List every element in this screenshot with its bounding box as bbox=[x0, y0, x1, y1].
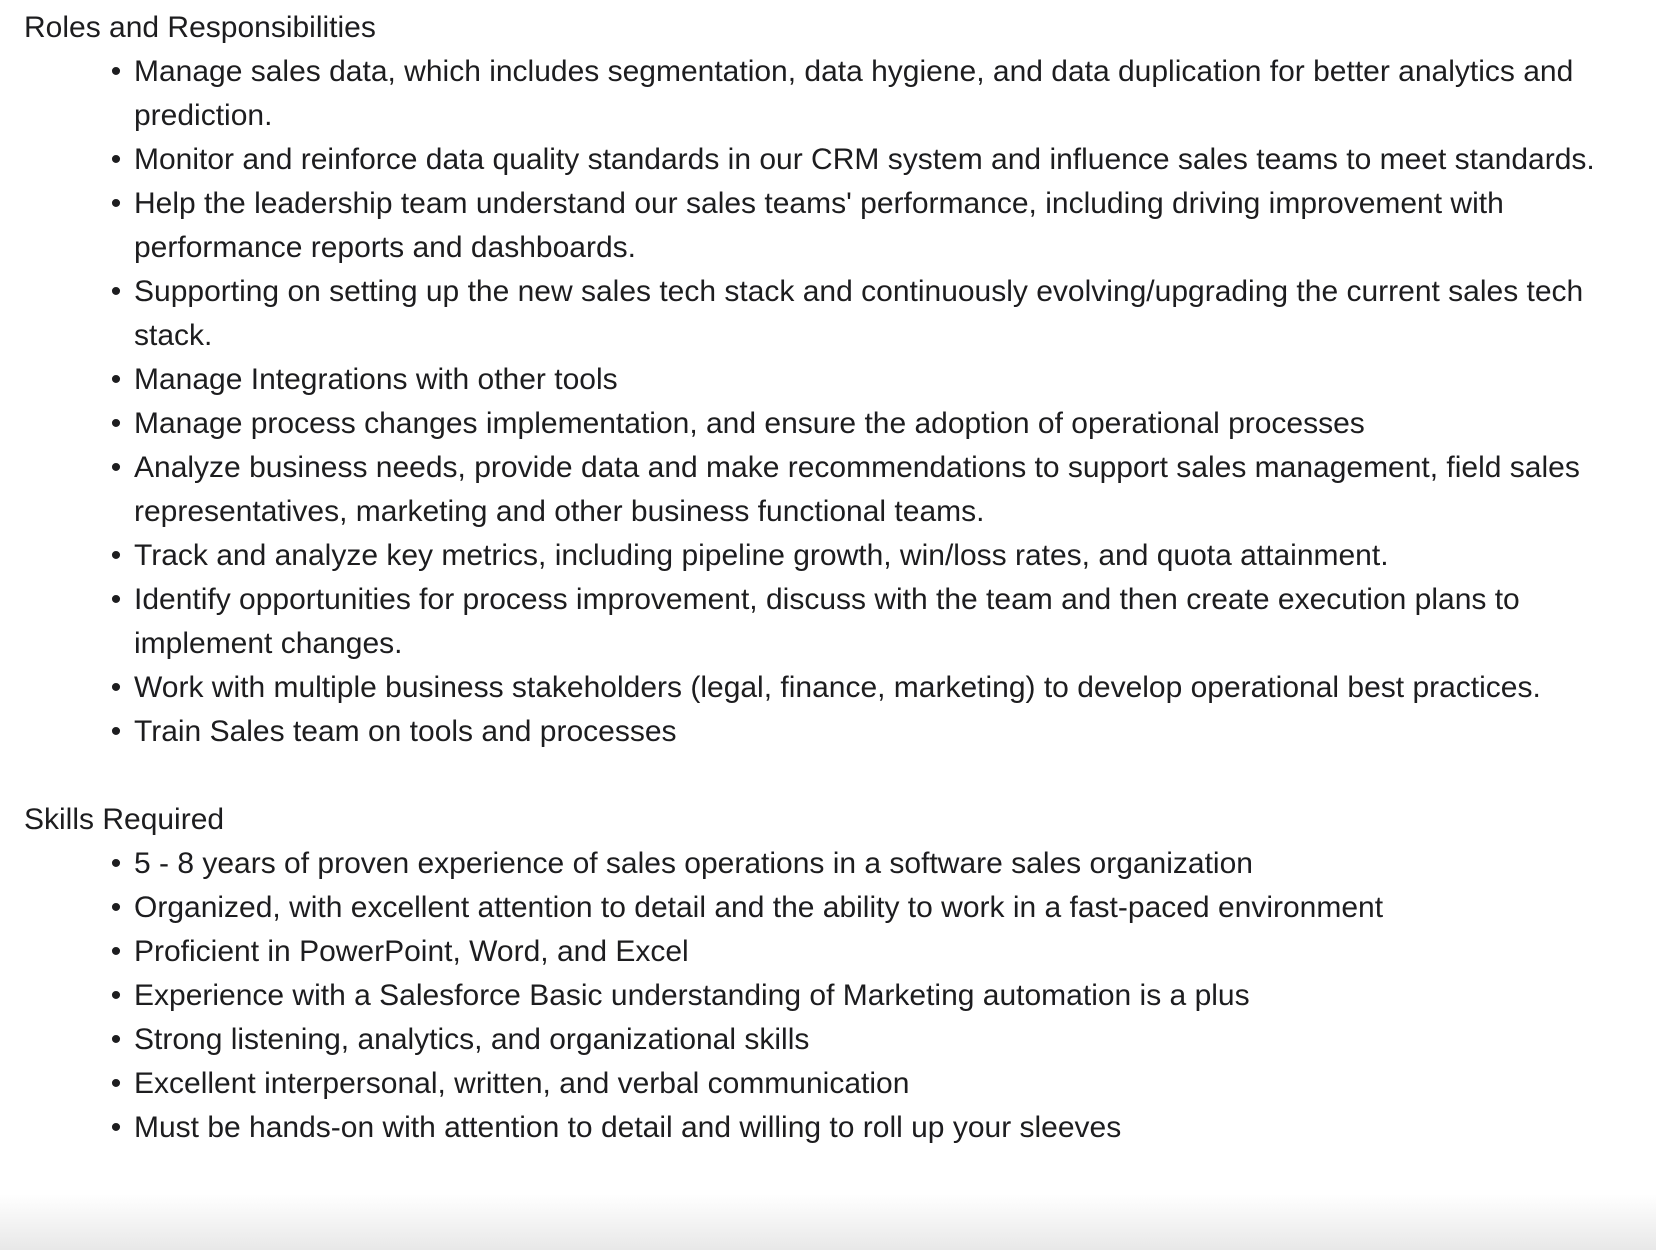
list-item bbox=[110, 402, 1644, 446]
list-item bbox=[110, 138, 1644, 182]
list-item bbox=[110, 974, 1644, 1018]
list-item-text: Analyze business needs, provide data and make recommendations to support sales management, field sales representatives, marketing and other business functional teams. bbox=[134, 451, 1580, 528]
list-item bbox=[110, 270, 1644, 358]
list-item-text: Identify opportunities for process improvement, discuss with the team and then create execution plans to implement changes. bbox=[134, 583, 1520, 660]
list-item bbox=[110, 1018, 1644, 1062]
list-item-text: Strong listening, analytics, and organizational skills bbox=[134, 1023, 810, 1056]
bullet-icon: • bbox=[110, 451, 122, 484]
bullet-icon: • bbox=[110, 539, 122, 572]
bullet-icon: • bbox=[110, 1067, 122, 1100]
section-spacer bbox=[24, 754, 1644, 798]
bullet-icon: • bbox=[110, 55, 122, 88]
bullet-icon: • bbox=[110, 143, 122, 176]
list-item-text: 5 - 8 years of proven experience of sales operations in a software sales organization bbox=[134, 847, 1253, 880]
list-item bbox=[110, 534, 1644, 578]
list-item bbox=[110, 842, 1644, 886]
list-item bbox=[110, 1062, 1644, 1106]
list-item bbox=[110, 710, 1644, 754]
bullet-icon: • bbox=[110, 363, 122, 396]
list-item bbox=[110, 930, 1644, 974]
list-item-text: Experience with a Salesforce Basic understanding of Marketing automation is a plus bbox=[134, 979, 1250, 1012]
roles-heading: Roles and Responsibilities bbox=[24, 11, 376, 44]
bullet-icon: • bbox=[110, 275, 122, 308]
list-item bbox=[110, 50, 1644, 138]
bullet-icon: • bbox=[110, 583, 122, 616]
list-item-text: Manage process changes implementation, and ensure the adoption of operational processes bbox=[134, 407, 1365, 440]
list-item-text: Organized, with excellent attention to detail and the ability to work in a fast-paced environment bbox=[134, 891, 1384, 924]
bullet-icon: • bbox=[110, 891, 122, 924]
roles-list bbox=[24, 50, 1644, 754]
list-item-text: Help the leadership team understand our sales teams' performance, including driving improvement with performance reports and dashboards. bbox=[134, 187, 1504, 264]
bullet-icon: • bbox=[110, 979, 122, 1012]
list-item bbox=[110, 578, 1644, 666]
list-item bbox=[110, 666, 1644, 710]
list-item bbox=[110, 358, 1644, 402]
bullet-icon: • bbox=[110, 407, 122, 440]
list-item bbox=[110, 886, 1644, 930]
list-item-text: Proficient in PowerPoint, Word, and Excel bbox=[134, 935, 689, 968]
list-item-text: Supporting on setting up the new sales tech stack and continuously evolving/upgrading the current sales tech stack. bbox=[134, 275, 1584, 352]
bottom-shadow bbox=[0, 1194, 1656, 1250]
list-item-text: Train Sales team on tools and processes bbox=[134, 715, 677, 748]
bullet-icon: • bbox=[110, 935, 122, 968]
skills-heading: Skills Required bbox=[24, 803, 225, 836]
job-description bbox=[24, 6, 1644, 1150]
list-item bbox=[110, 446, 1644, 534]
bullet-icon: • bbox=[110, 187, 122, 220]
bullet-icon: • bbox=[110, 671, 122, 704]
list-item-text: Manage sales data, which includes segmentation, data hygiene, and data duplication for better analytics and prediction. bbox=[134, 55, 1574, 132]
list-item bbox=[110, 1106, 1644, 1150]
list-item bbox=[110, 182, 1644, 270]
list-item-text: Excellent interpersonal, written, and verbal communication bbox=[134, 1067, 910, 1100]
list-item-text: Must be hands-on with attention to detail and willing to roll up your sleeves bbox=[134, 1111, 1122, 1144]
skills-list bbox=[24, 842, 1644, 1150]
list-item-text: Monitor and reinforce data quality standards in our CRM system and influence sales teams to meet standards. bbox=[134, 143, 1595, 176]
list-item-text: Work with multiple business stakeholders (legal, finance, marketing) to develop operational best practices. bbox=[134, 671, 1541, 704]
bullet-icon: • bbox=[110, 715, 122, 748]
bullet-icon: • bbox=[110, 1023, 122, 1056]
list-item-text: Track and analyze key metrics, including pipeline growth, win/loss rates, and quota attainment. bbox=[134, 539, 1389, 572]
bullet-icon: • bbox=[110, 1111, 122, 1144]
list-item-text: Manage Integrations with other tools bbox=[134, 363, 618, 396]
bullet-icon: • bbox=[110, 847, 122, 880]
